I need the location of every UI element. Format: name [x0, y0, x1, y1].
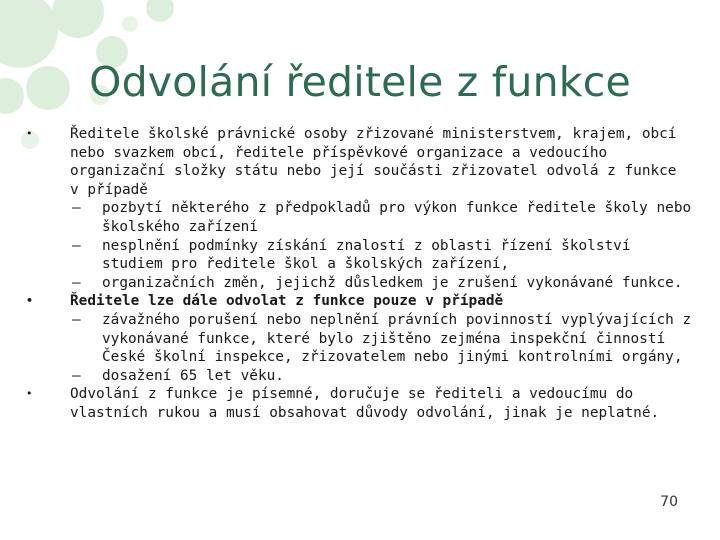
dash-icon: –: [72, 274, 81, 291]
page-number: 70: [660, 494, 678, 510]
list-item-text: Odvolání z funkce je písemné, doručuje se řediteli a vedoucímu do vlastních rukou a musí obsahovat důvody odvolání, jinak je neplatné.: [70, 386, 660, 421]
sub-list-item-text: dosažení 65 let věku.: [102, 367, 284, 384]
sub-list-item: [22, 367, 692, 386]
sub-list-item: [22, 274, 692, 293]
bubble: [52, 0, 104, 38]
bullet-icon: •: [26, 127, 33, 140]
sub-list-item-text: pozbytí některého z předpokladů pro výkon funkce ředitele školy nebo školského zařízení: [102, 200, 692, 235]
sub-list-item-text: závažného porušení nebo neplnění právních povinností vyplývajících z vykonávané funkce, které bylo zjištěno zejména inspekční činností České školní inspekce, zřizovatelem nebo jinými kontrolními orgány,: [102, 311, 692, 366]
sub-list-item: [22, 311, 692, 367]
slide-content: [22, 125, 692, 423]
bullet-icon: •: [26, 294, 34, 308]
sub-list-item-text: nesplnění podmínky získání znalostí z oblasti řízení školství studiem pro ředitele škol a školských zařízení,: [102, 237, 631, 273]
sub-list-item: [22, 237, 692, 274]
list-item-text: Ředitele školské právnické osoby zřizované ministerstvem, krajem, obcí nebo svazkem obcí, ředitele příspěvkové organizace a vedoucího organizační složky státu nebo její součásti zřizovatel odvolá z funkce v případě: [70, 126, 677, 198]
sub-list-item-text: organizačních změn, jejichž důsledkem je zrušení vykonávané funkce.: [102, 274, 683, 291]
list-item: [22, 125, 692, 199]
bubble: [122, 16, 138, 32]
list-item: [22, 292, 692, 311]
sub-list-item: [22, 199, 692, 236]
dash-icon: –: [72, 200, 81, 217]
dash-icon: –: [72, 311, 81, 328]
dash-icon: –: [72, 367, 81, 384]
dash-icon: –: [72, 237, 81, 254]
bubble: [146, 0, 174, 22]
bullet-icon: •: [26, 387, 33, 401]
slide-title: Odvolání ředitele z funkce: [89, 58, 631, 106]
list-item: [22, 385, 692, 422]
list-item-text: Ředitele lze dále odvolat z funkce pouze v případě: [70, 293, 504, 310]
